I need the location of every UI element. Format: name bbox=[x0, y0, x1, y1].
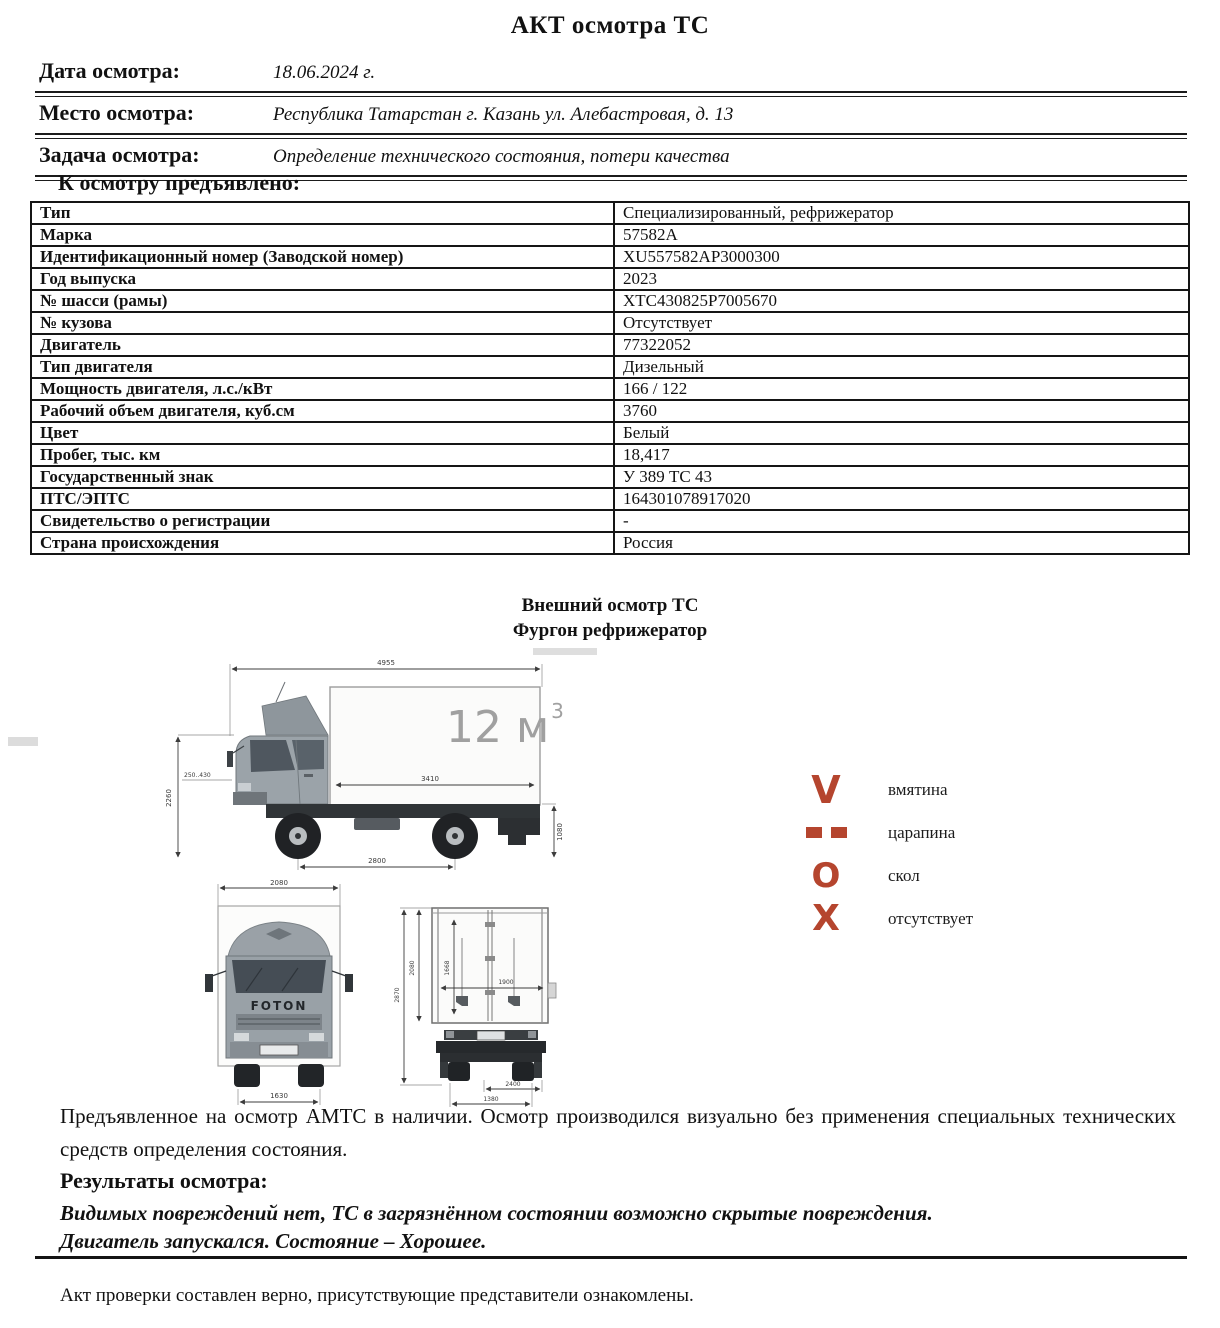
headlight bbox=[309, 1033, 324, 1041]
table-cell-label: Рабочий объем двигателя, куб.см bbox=[31, 400, 614, 422]
results-text bbox=[60, 1200, 1180, 1256]
table-cell-label: Марка bbox=[31, 224, 614, 246]
legend-item bbox=[800, 811, 1060, 854]
dim-b: 1380 bbox=[483, 1096, 499, 1103]
hinge bbox=[485, 990, 495, 995]
table-cell-value: 18,417 bbox=[614, 444, 1189, 466]
legend-item bbox=[800, 897, 1060, 940]
table-cell-label: Мощность двигателя, л.с./кВт bbox=[31, 378, 614, 400]
table-cell-value: Дизельный bbox=[614, 356, 1189, 378]
brand-text: FOTON bbox=[250, 999, 308, 1013]
dim-a: 2400 bbox=[505, 1081, 521, 1088]
header-field-row bbox=[35, 97, 1187, 133]
table-cell-label: Государственный знак bbox=[31, 466, 614, 488]
table-cell-label: Тип bbox=[31, 202, 614, 224]
table-cell-value: 77322052 bbox=[614, 334, 1189, 356]
dim-rear-height: 1080 bbox=[556, 823, 564, 841]
table-cell-value: XU557582AP3000300 bbox=[614, 246, 1189, 268]
header-field-value: Определение технического состояния, потери качества bbox=[273, 146, 730, 167]
scan-artifact bbox=[8, 737, 38, 746]
side-marker bbox=[548, 983, 556, 998]
table-cell-label: Свидетельство о регистрации bbox=[31, 510, 614, 532]
presence-paragraph: Предъявленное на осмотр АМТС в наличии. Осмотр производился визуально без применения специальных технических средств определения состояния. bbox=[60, 1104, 1176, 1161]
wheel bbox=[298, 1064, 324, 1087]
table-row bbox=[31, 312, 1189, 334]
table-cell-label: Пробег, тыс. км bbox=[31, 444, 614, 466]
fuel-tank bbox=[354, 818, 400, 830]
header-field-value: Республика Татарстан г. Казань ул. Алебастровая, д. 13 bbox=[273, 104, 734, 125]
v-mark-icon: V bbox=[811, 767, 841, 812]
table-cell-value: У 389 ТС 43 bbox=[614, 466, 1189, 488]
table-cell-value: 164301078917020 bbox=[614, 488, 1189, 510]
results-heading: Результаты осмотра: bbox=[60, 1168, 268, 1193]
table-cell-value: Специализированный, рефрижератор bbox=[614, 202, 1189, 224]
table-cell-value: 57582А bbox=[614, 224, 1189, 246]
legend-label: вмятина bbox=[888, 779, 948, 799]
rear-underride bbox=[498, 818, 540, 845]
results-line-2: Двигатель запускался. Состояние – Хорошее. bbox=[60, 1228, 487, 1253]
legend-item bbox=[800, 768, 1060, 811]
table-cell-label: ПТС/ЭПТС bbox=[31, 488, 614, 510]
table-row bbox=[31, 356, 1189, 378]
table-row bbox=[31, 422, 1189, 444]
license-plate bbox=[477, 1031, 505, 1040]
table-cell-value: Россия bbox=[614, 532, 1189, 554]
truck-rear-view-diagram bbox=[392, 880, 592, 1128]
truck-front-view-diagram bbox=[190, 876, 395, 1111]
table-cell-label: № шасси (рамы) bbox=[31, 290, 614, 312]
dim-total-length: 4955 bbox=[377, 659, 395, 667]
table-row bbox=[31, 532, 1189, 554]
header-field-label: Место осмотра: bbox=[39, 100, 195, 125]
exterior-caption-2: Фургон рефрижератор bbox=[512, 620, 708, 641]
table-cell-label: Страна происхождения bbox=[31, 532, 614, 554]
dim-width: 2080 bbox=[270, 879, 288, 887]
table-cell-value: XTC430825P7005670 bbox=[614, 290, 1189, 312]
grille bbox=[236, 1014, 322, 1030]
mirror-left bbox=[205, 974, 213, 992]
hinge bbox=[485, 956, 495, 961]
dim-box-inner: 3410 bbox=[421, 775, 439, 783]
table-row bbox=[31, 290, 1189, 312]
header-field-value: 18.06.2024 г. bbox=[273, 62, 376, 83]
mirror-right bbox=[345, 974, 353, 992]
table-row bbox=[31, 246, 1189, 268]
legend bbox=[800, 768, 1060, 940]
table-cell-label: № кузова bbox=[31, 312, 614, 334]
table-cell-label: Идентификационный номер (Заводской номер) bbox=[31, 246, 614, 268]
table-cell-value: 2023 bbox=[614, 268, 1189, 290]
mudflap bbox=[534, 1062, 542, 1078]
wheel bbox=[448, 1062, 470, 1081]
header-field-row bbox=[35, 55, 1187, 91]
dim-wheelbase: 2800 bbox=[368, 857, 386, 865]
table-cell-value: Отсутствует bbox=[614, 312, 1189, 334]
legend-label: царапина bbox=[888, 822, 956, 842]
dim-total-height: 2870 bbox=[394, 987, 401, 1003]
table-cell-value: 3760 bbox=[614, 400, 1189, 422]
dash-mark-icon bbox=[800, 827, 852, 838]
table-cell-value: Белый bbox=[614, 422, 1189, 444]
table-row bbox=[31, 334, 1189, 356]
table-row bbox=[31, 488, 1189, 510]
x-mark-icon: X bbox=[812, 897, 840, 939]
footer-note: Акт проверки составлен верно, присутствующие представители ознакомлены. bbox=[60, 1285, 694, 1306]
dim-box-height: 2080 bbox=[409, 960, 416, 976]
truck-side-view-diagram bbox=[158, 648, 568, 878]
wheel bbox=[512, 1062, 534, 1081]
results-line-1: Видимых повреждений нет, ТС в загрязнённом состоянии возможно скрытые повреждения. bbox=[60, 1201, 933, 1225]
rear-bumper bbox=[436, 1041, 546, 1053]
dim-track: 1630 bbox=[270, 1092, 288, 1100]
tail-light bbox=[528, 1031, 536, 1038]
vehicle-table bbox=[30, 201, 1190, 555]
antenna bbox=[276, 682, 285, 702]
exterior-caption-1: Внешний осмотр ТС bbox=[521, 595, 699, 616]
table-row bbox=[31, 510, 1189, 532]
legend-item bbox=[800, 854, 1060, 897]
table-row bbox=[31, 268, 1189, 290]
license-plate bbox=[260, 1045, 298, 1055]
table-cell-value: 166 / 122 bbox=[614, 378, 1189, 400]
table-cell-label: Тип двигателя bbox=[31, 356, 614, 378]
headlight bbox=[238, 783, 251, 791]
legend-label: скол bbox=[888, 865, 920, 885]
hinge bbox=[485, 922, 495, 927]
table-cell-label: Год выпуска bbox=[31, 268, 614, 290]
page-title: АКТ осмотра ТС bbox=[510, 12, 710, 39]
table-cell-value: - bbox=[614, 510, 1189, 532]
o-mark-icon: O bbox=[811, 855, 841, 896]
legend-label: отсутствует bbox=[888, 908, 974, 928]
dim-height: 2260 bbox=[165, 789, 173, 807]
header-fields bbox=[35, 55, 1187, 181]
roof-deflector bbox=[262, 696, 328, 735]
front-bumper bbox=[233, 792, 267, 805]
headlight bbox=[234, 1033, 249, 1041]
dim-cab-note: 250..430 bbox=[184, 772, 211, 779]
axle bbox=[440, 1053, 542, 1062]
table-row bbox=[31, 400, 1189, 422]
header-field-label: Дата осмотра: bbox=[39, 58, 180, 83]
section-heading: К осмотру предъявлено: bbox=[58, 170, 301, 195]
vehicle-table-body bbox=[31, 202, 1189, 554]
table-cell-label: Цвет bbox=[31, 422, 614, 444]
dim-inner-height: 1668 bbox=[444, 960, 451, 976]
table-row bbox=[31, 466, 1189, 488]
table-row bbox=[31, 202, 1189, 224]
table-row bbox=[31, 224, 1189, 246]
door-handle bbox=[304, 774, 313, 777]
volume-label: 12 м $^3$ bbox=[446, 699, 564, 753]
table-row bbox=[31, 378, 1189, 400]
tail-light bbox=[446, 1031, 454, 1038]
mirror bbox=[227, 751, 233, 767]
header-field-label: Задача осмотра: bbox=[39, 142, 200, 167]
divider bbox=[35, 1256, 1187, 1259]
windshield bbox=[232, 960, 326, 993]
dim-inner-width: 1900 bbox=[498, 979, 514, 986]
table-row bbox=[31, 444, 1189, 466]
wheel bbox=[234, 1064, 260, 1087]
table-cell-label: Двигатель bbox=[31, 334, 614, 356]
mudflap bbox=[440, 1062, 448, 1078]
